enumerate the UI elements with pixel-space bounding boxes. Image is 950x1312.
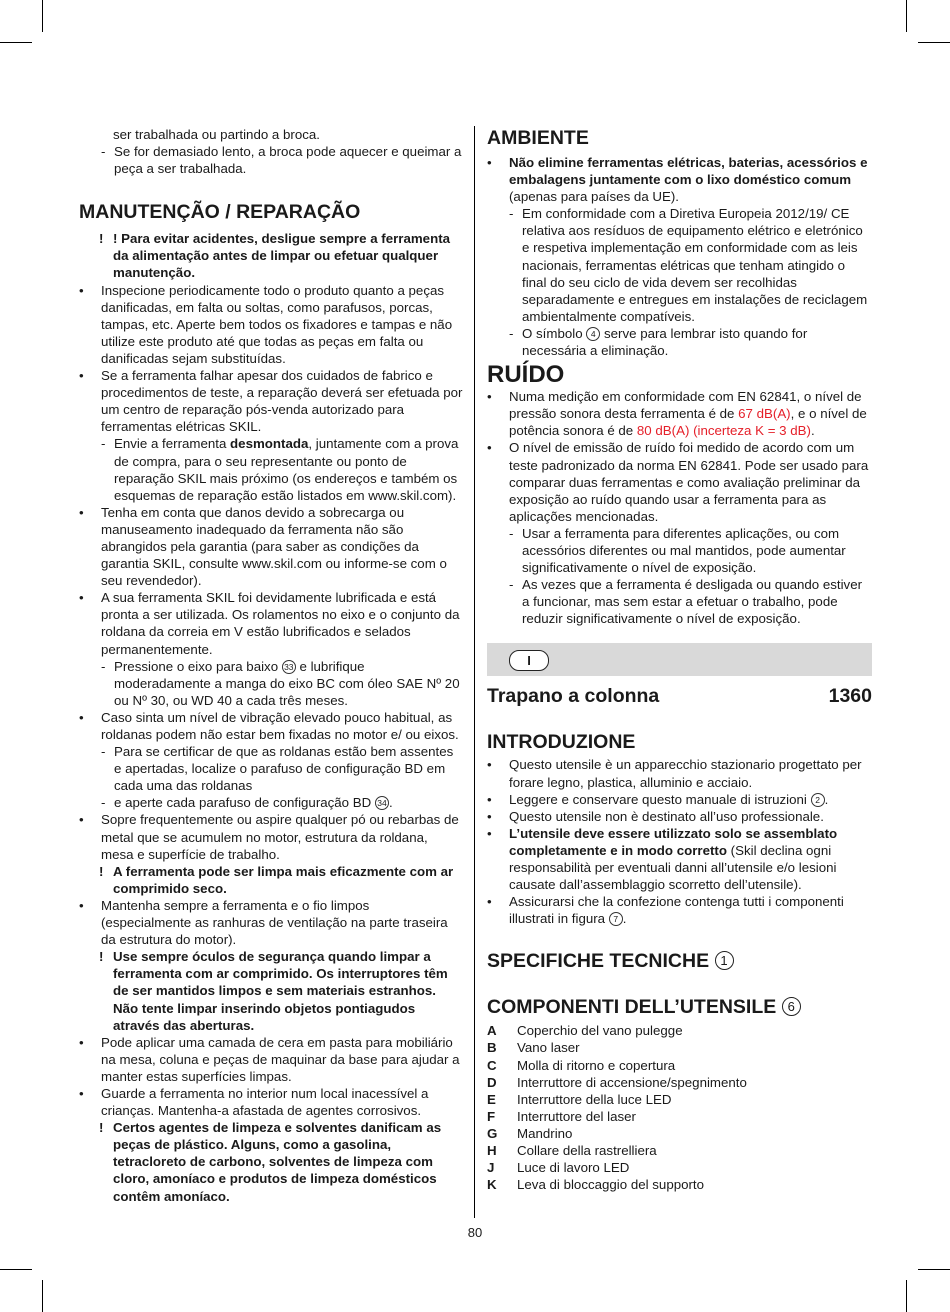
bullet-item [79, 897, 463, 948]
bullet-text: Tenha em conta que danos devido a sobrecarga ou manuseamento inadequado da ferramenta não são abrangidos pela garantia (para saber as condições da garantia SKIL, consulte www.skil.com ou informe-se com o seu revendedor). [101, 504, 447, 589]
bullet-item [79, 709, 463, 743]
bullet-item [487, 893, 872, 927]
bullet-text: . [824, 791, 829, 807]
warning-item [79, 863, 463, 897]
component-item [487, 1039, 872, 1056]
bullet-marker: • [79, 1085, 84, 1101]
bullet-marker: • [79, 897, 84, 913]
dash-text: , juntamente com a prova de compra, para o seu representante ou ponto de reparação SKIL mais próximo (os endereços e também os esquemas de reparação estão listados em www.skil.com). [114, 436, 459, 503]
column-divider [474, 126, 475, 1218]
warning-item [79, 948, 463, 1033]
dash-text: Se for demasiado lento, a broca pode aquecer e queimar a peça a ser trabalhada. [114, 144, 462, 177]
crop-mark [42, 1280, 43, 1312]
pressure-value: 67 dB(A) [738, 406, 791, 422]
dash-marker: - [509, 525, 514, 541]
component-label: Molla di ritorno e copertura [517, 1057, 676, 1073]
component-label: Luce di lavoro LED [517, 1160, 630, 1176]
dash-text: . [388, 795, 393, 811]
dash-item [487, 525, 872, 576]
bullet-marker: • [487, 808, 492, 824]
bullet-marker: • [487, 757, 492, 773]
bullet-marker: • [79, 1034, 84, 1050]
bullet-text: Assicurarsi che la confezione contenga tutti i componenti illustrati in figura [509, 894, 844, 927]
bullet-item [487, 825, 872, 893]
crop-mark [906, 1280, 907, 1312]
bullet-text: Pode aplicar uma camada de cera em pasta para mobiliário na mesa, coluna e peças de maquinar da base para ajudar a manter estas superfícies limpas. [101, 1034, 460, 1084]
component-letter: D [487, 1074, 497, 1090]
left-column [79, 126, 463, 1205]
bullet-text: Caso sinta um nível de vibração elevado pouco habitual, as roldanas podem não estar bem fixadas no motor e/ ou eixos. [101, 709, 459, 742]
bullet-item [487, 756, 872, 790]
warning-text: A ferramenta pode ser limpa mais eficazmente com ar comprimido seco. [113, 863, 454, 896]
component-label: Collare della rastrelliera [517, 1143, 657, 1159]
bullet-item [487, 154, 872, 205]
bullet-item [79, 589, 463, 657]
component-letter: A [487, 1023, 497, 1039]
bullet-item [487, 388, 872, 439]
dash-item [79, 143, 463, 177]
component-letter: J [487, 1160, 495, 1176]
component-item [487, 1142, 872, 1159]
crop-mark [918, 1269, 950, 1270]
bullet-marker: • [487, 440, 492, 456]
dash-text: Envie a ferramenta [114, 436, 231, 452]
bullet-text: (apenas para países da UE). [509, 189, 680, 205]
product-model: 1360 [828, 685, 872, 708]
component-letter: B [487, 1040, 497, 1056]
dash-marker: - [101, 144, 106, 160]
bullet-item [79, 282, 463, 367]
figure-reference: 34 [375, 796, 389, 810]
component-letter: G [487, 1125, 498, 1141]
bullet-text: , e o nível de potência sonora é de [509, 406, 867, 439]
bullet-text: O nível de emissão de ruído foi medido de acordo com um teste padronizado da norma EN 62841. Pode ser usado para comparar duas ferramentas e como avaliação preliminar da exposição ao ruído quando usar a ferramenta para as aplicações mencionadas. [509, 440, 869, 524]
warning-text: Use sempre óculos de segurança quando limpar a ferramenta com ar comprimido. Os interruptores têm de ser mantidos limpos e sem materiais estranhos. Não tente limpar inserindo objetos pontiagudos através das aberturas. [113, 949, 448, 1033]
dash-item [487, 576, 872, 627]
component-item [487, 1057, 872, 1074]
bullet-text: Se a ferramenta falhar apesar dos cuidados de fabrico e procedimentos de teste, a reparação deverá ser efetuada por um centro de reparação pós-venda autorizado para ferramentas elétricas SKIL. [101, 368, 463, 435]
component-item [487, 1091, 872, 1108]
dash-text: e lubrifique moderadamente a manga do eixo BC com óleo SAE Nº 20 ou Nº 30, ou WD 40 a cada três meses. [114, 658, 460, 708]
dash-marker: - [101, 795, 106, 811]
bullet-text: Leggere e conservare questo manuale di istruzioni [509, 791, 811, 807]
bullet-item [79, 1085, 463, 1119]
section-heading: MANUTENÇÃO / REPARAÇÃO [79, 201, 361, 224]
dash-text: O símbolo [522, 325, 587, 341]
component-item [487, 1022, 872, 1039]
component-item [487, 1176, 872, 1193]
bullet-text: Numa medição em conformidade com EN 62841, o nível de pressão sonora desta ferramenta é de [509, 389, 862, 422]
components-heading-text: COMPONENTI DELL’UTENSILE [487, 996, 777, 1019]
dash-item [79, 435, 463, 503]
power-value: 80 dB(A) (incerteza K = 3 dB) [636, 423, 811, 439]
component-item [487, 1159, 872, 1176]
dash-marker: - [101, 744, 106, 760]
bullet-item [79, 1034, 463, 1085]
dash-item [79, 794, 463, 811]
bullet-text: A sua ferramenta SKIL foi devidamente lubrificada e está pronta a ser utilizada. Os rolamentos no eixo e o conjunto da roldana da correia em V estão lubrificados e selados permanentemente. [101, 590, 460, 657]
dash-marker: - [509, 325, 514, 341]
figure-reference: 7 [609, 912, 623, 926]
components-list [487, 1022, 872, 1193]
warning-marker: ! [99, 949, 104, 965]
bullet-marker: • [79, 368, 84, 384]
bullet-text: Inspecione periodicamente todo o produto quanto a peças danificadas, em falta ou soltas, como parafusos, porcas, tampas, etc. Aperte bem todos os fixadores e tampas e não utilize este produto até que todas as peças em falta ou danificadas sejam substituídas. [101, 282, 453, 366]
spec-heading-text: SPECIFICHE TECNICHE [487, 950, 710, 973]
right-column [487, 126, 872, 1193]
component-label: Vano laser [517, 1040, 580, 1056]
bullet-marker: • [79, 590, 84, 606]
dash-marker: - [509, 577, 514, 593]
dash-bold-text: desmontada [230, 436, 309, 452]
component-item [487, 1108, 872, 1125]
warning-item [79, 1119, 463, 1204]
bullet-marker: • [487, 791, 492, 807]
dash-marker: - [509, 206, 514, 222]
dash-marker: - [101, 436, 106, 452]
warning-marker: ! [99, 231, 104, 247]
dash-text: Em conformidade com a Diretiva Europeia 2012/19/ CE relativa aos resíduos de equipamento elétrico e eletrónico e respetiva implementação em conformidade com as leis nacionais, ferramentas elétricas que tenham atingido o final do seu ciclo de vida devem ser recolhidas separadamente e entregues em instalações de reciclagem ambientalmente compatíveis. [522, 206, 868, 324]
component-letter: E [487, 1091, 496, 1107]
figure-reference: 33 [282, 660, 296, 674]
figure-reference: 1 [715, 951, 734, 970]
bullet-item [487, 808, 872, 825]
component-letter: F [487, 1108, 496, 1124]
bullet-text: Guarde a ferramenta no interior num local inacessível a crianças. Mantenha-a afastada de agentes corrosivos. [101, 1085, 429, 1119]
bullet-marker: • [487, 825, 492, 841]
section-heading: AMBIENTE [487, 127, 589, 149]
dash-text: As vezes que a ferramenta é desligada ou quando estiver a funcionar, mas sem estar a efetuar o trabalho, pode reduzir significativamente o nível de exposição. [522, 577, 863, 627]
bullet-bold-text: Não elimine ferramentas elétricas, baterias, acessórios e embalagens juntamente com o lixo doméstico comum [509, 155, 868, 188]
dash-text: Pressione o eixo para baixo [114, 658, 282, 674]
crop-mark [0, 1269, 32, 1270]
bullet-text: . [622, 911, 627, 927]
dash-text: Usar a ferramenta para diferentes aplicações, ou com acessórios diferentes ou mal mantidos, pode aumentar significativamente o nível de exposição. [522, 525, 846, 576]
warning-text: ! Para evitar acidentes, desligue sempre a ferramenta da alimentação antes de limpar ou efetuar qualquer manutenção. [113, 231, 451, 281]
component-label: Interruttore di accensione/spegnimento [517, 1074, 747, 1090]
page-number: 80 [467, 1225, 483, 1240]
bullet-item [487, 439, 872, 524]
component-label: Leva di bloccaggio del supporto [517, 1177, 705, 1193]
dash-item [79, 743, 463, 794]
product-name: Trapano a colonna [487, 685, 660, 708]
bullet-marker: • [79, 812, 84, 828]
figure-reference: 2 [811, 793, 825, 807]
bullet-text: Questo utensile non è destinato all’uso professionale. [509, 808, 824, 824]
bullet-marker: • [487, 894, 492, 910]
language-bar [487, 643, 872, 676]
component-item [487, 1125, 872, 1142]
dash-text: Para se certificar de que as roldanas estão bem assentes e apertadas, localize o parafuso de configuração BD em cada uma das roldanas [114, 744, 454, 794]
product-title-row [487, 684, 872, 708]
component-item [487, 1074, 872, 1091]
figure-reference: 6 [782, 997, 801, 1016]
component-label: Coperchio del vano pulegge [517, 1023, 683, 1039]
bullet-marker: • [79, 709, 84, 725]
bullet-item [79, 367, 463, 435]
component-letter: H [487, 1143, 497, 1159]
component-label: Interruttore della luce LED [517, 1091, 672, 1107]
component-label: Interruttore del laser [517, 1108, 636, 1124]
crop-mark [906, 0, 907, 32]
figure-reference: 4 [586, 327, 600, 341]
bullet-item [487, 791, 872, 808]
warning-marker: ! [99, 1120, 104, 1136]
dash-text: e aperte cada parafuso de configuração BD [114, 795, 375, 811]
bullet-text: (Skil declina ogni responsabilità per eventuali danni all’utensile e/o lesioni causate dall’assemblaggio scorretto dell’utensile). [509, 842, 837, 893]
language-badge: I [509, 650, 549, 671]
bullet-marker: • [487, 389, 492, 405]
warning-item [79, 230, 463, 281]
section-heading [487, 949, 872, 973]
section-heading: INTRODUZIONE [487, 731, 636, 754]
warning-text: Certos agentes de limpeza e solventes danificam as peças de plástico. Alguns, como a gasolina, tetracloreto de carbono, solventes de limpeza com cloro, amoníaco e produtos de limpeza domésticos contêm amoníaco. [113, 1120, 442, 1204]
bullet-text: . [810, 423, 815, 439]
component-label: Mandrino [517, 1125, 573, 1141]
section-heading: RUÍDO [487, 361, 565, 389]
dash-item [487, 205, 872, 325]
dash-marker: - [101, 658, 106, 674]
bullet-marker: • [79, 504, 84, 520]
bullet-text: Sopre frequentemente ou aspire qualquer pó ou rebarbas de metal que se acumulem no motor, estrutura da roldana, mesa e superfície de trabalho. [101, 812, 459, 862]
crop-mark [918, 42, 950, 43]
bullet-text: Questo utensile è un apparecchio stazionario progettato per forare legno, plastica, alluminio e acciaio. [509, 757, 862, 790]
crop-mark [42, 0, 43, 32]
bullet-bold-text: L’utensile deve essere utilizzato solo se assemblato completamente e in modo corretto [509, 825, 838, 858]
warning-marker: ! [99, 863, 104, 879]
component-letter: C [487, 1057, 497, 1073]
dash-item [487, 325, 872, 359]
bullet-item [79, 811, 463, 862]
crop-mark [0, 42, 32, 43]
paragraph: ser trabalhada ou partindo a broca. [113, 127, 320, 142]
bullet-marker: • [79, 282, 84, 298]
dash-text: serve para lembrar isto quando for necessária a eliminação. [522, 325, 808, 359]
bullet-item [79, 504, 463, 589]
dash-item [79, 658, 463, 709]
bullet-marker: • [487, 155, 492, 170]
component-letter: K [487, 1177, 497, 1193]
bullet-text: Mantenha sempre a ferramenta e o fio limpos (especialmente as ranhuras de ventilação na parte traseira da estrutura do motor). [101, 897, 448, 948]
section-heading [487, 995, 872, 1019]
